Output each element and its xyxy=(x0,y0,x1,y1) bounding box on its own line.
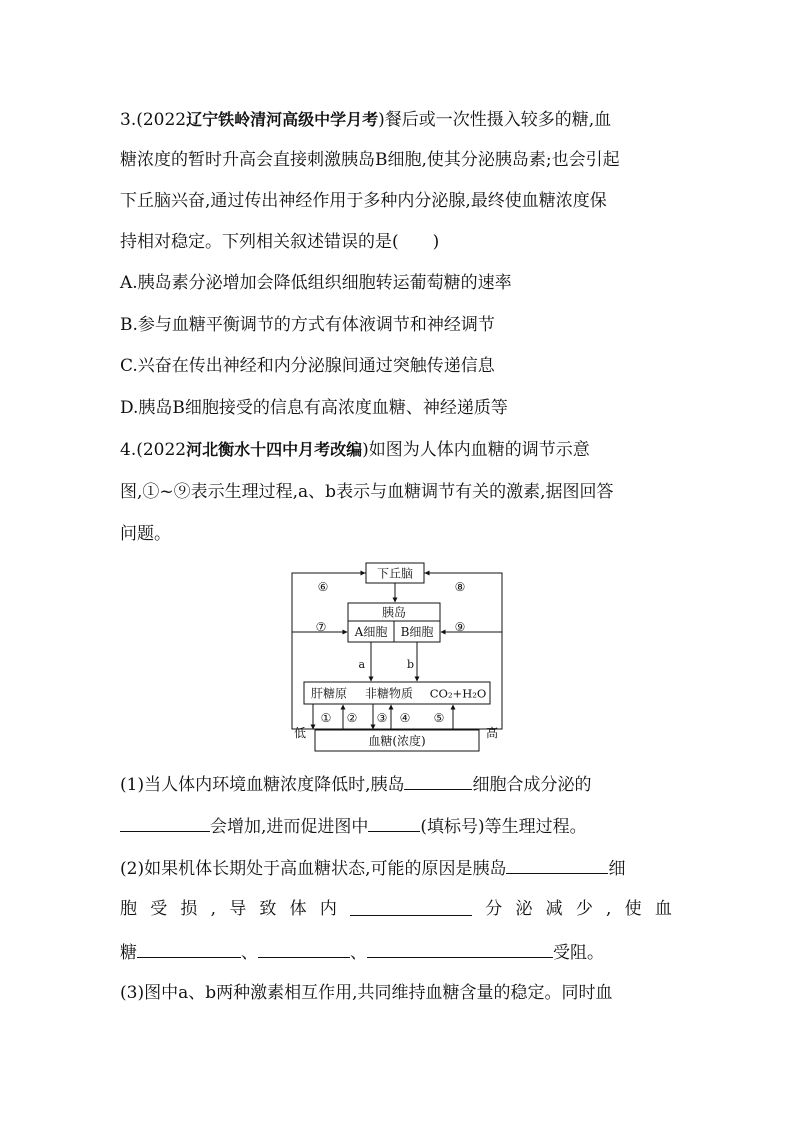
sub1-blank-cell[interactable] xyxy=(404,773,472,790)
char: 减 xyxy=(545,899,563,919)
hormone-a-label: a xyxy=(358,658,365,671)
separator: 、 xyxy=(350,943,367,963)
q3-source: 辽宁铁岭清河高级中学月考 xyxy=(186,110,379,129)
sub1-text-c: 会增加,进而促进图中 xyxy=(210,817,369,837)
process-6-label: ⑥ xyxy=(317,580,329,594)
hypothalamus-label: 下丘脑 xyxy=(376,566,414,581)
char: 体 xyxy=(289,899,307,919)
char: 泌 xyxy=(515,899,533,919)
char: 内 xyxy=(319,899,337,919)
q4-text-1: )如图为人体内血糖的调节示意 xyxy=(362,440,590,460)
q3-line-3: 下丘脑兴奋,通过传出神经作用于多种内分泌腺,最终使血糖浓度保 xyxy=(120,191,607,211)
hormone-b-label: b xyxy=(406,658,414,671)
q3-line-4 xyxy=(120,232,439,252)
sub2-blank-1[interactable] xyxy=(137,941,241,958)
sub1-text-a: (1)当人体内环境血糖浓度降低时,胰岛 xyxy=(120,775,405,795)
char: 损 xyxy=(180,899,198,919)
glycogen-label: 肝糖原 xyxy=(310,686,348,701)
islet-label: 胰岛 xyxy=(381,605,407,620)
non-sugar-label: 非糖物质 xyxy=(364,686,414,701)
sub1-blank-process[interactable] xyxy=(368,815,420,832)
char: 受 xyxy=(150,899,168,919)
process-9-label: ⑨ xyxy=(454,620,466,634)
process-7-label: ⑦ xyxy=(315,620,327,634)
q4-line-3: 问题。 xyxy=(120,524,171,544)
option-d: D.胰岛B细胞接受的信息有高浓度血糖、神经递质等 xyxy=(120,398,508,418)
sub1-text-d: (填标号)等生理过程。 xyxy=(420,817,587,837)
sub1-line-2 xyxy=(120,815,587,837)
sub2-blank-hormone[interactable] xyxy=(350,899,472,916)
q3-line-2: 糖浓度的暂时升高会直接刺激胰岛B细胞,使其分泌胰岛素;也会引起 xyxy=(120,150,620,170)
process-4-label: ④ xyxy=(399,711,411,725)
process-2-label: ② xyxy=(346,711,358,725)
q4-source: 河北衡水十四中月考改编 xyxy=(186,440,363,459)
products-label: CO₂+H₂O xyxy=(429,686,487,701)
q4-number: 4.(2022 xyxy=(120,440,187,460)
option-c: C.兴奋在传出神经和内分泌腺间通过突触传递信息 xyxy=(120,356,495,376)
option-b: B.参与血糖平衡调节的方式有体液调节和神经调节 xyxy=(120,315,495,335)
q3-text-1: )餐后或一次性摄入较多的糖,血 xyxy=(378,110,612,130)
sub2-text-f: 受阻。 xyxy=(553,943,604,963)
sub1-line-1 xyxy=(120,773,591,795)
b-cell-label: B细胞 xyxy=(400,625,434,639)
a-cell-label: A细胞 xyxy=(354,625,388,639)
q3-line-1 xyxy=(120,110,611,130)
sub2-line-3 xyxy=(120,941,604,963)
blood-sugar-label: 血糖(浓度) xyxy=(368,734,426,748)
char: , xyxy=(606,899,612,919)
char: 分 xyxy=(485,899,503,919)
sub2-text-b: 细 xyxy=(608,859,626,879)
process-8-label: ⑧ xyxy=(454,580,466,594)
q3-number: 3.(2022 xyxy=(120,110,187,130)
sub2-blank-2[interactable] xyxy=(258,941,350,958)
blood-sugar-regulation-diagram xyxy=(289,560,505,755)
char: , xyxy=(210,899,217,919)
sub1-text-b: 细胞合成分泌的 xyxy=(472,775,592,795)
low-label: 低 xyxy=(294,726,307,740)
sub2-blank-cell[interactable] xyxy=(506,857,608,874)
q3-stem-end: 持相对稳定。下列相关叙述错误的是( xyxy=(120,232,399,252)
char: 血 xyxy=(654,899,672,919)
sub3-line-1: (3)图中a、b两种激素相互作用,共同维持血糖含量的稳定。同时血 xyxy=(120,983,613,1003)
char: 导 xyxy=(229,899,247,919)
sub2-line-2 xyxy=(120,899,672,919)
sub2-text-a: (2)如果机体长期处于高血糖状态,可能的原因是胰岛 xyxy=(120,859,507,879)
option-a: A.胰岛素分泌增加会降低组织细胞转运葡萄糖的速率 xyxy=(120,273,512,293)
sub1-blank-hormone[interactable] xyxy=(120,815,210,832)
q4-line-1 xyxy=(120,440,590,460)
sub2-blank-3[interactable] xyxy=(367,941,553,958)
q3-paren-close: ) xyxy=(432,232,440,252)
sub2-line-1 xyxy=(120,857,625,879)
process-5-label: ⑤ xyxy=(433,711,445,725)
char: 致 xyxy=(259,899,277,919)
separator: 、 xyxy=(241,943,258,963)
q4-line-2: 图,①~⑨表示生理过程,a、b表示与血糖调节有关的激素,据图回答 xyxy=(120,482,614,502)
diagram-outer-frame xyxy=(292,573,502,729)
process-3-label: ③ xyxy=(376,711,388,725)
high-label: 高 xyxy=(486,726,499,740)
sub2-text-e: 糖 xyxy=(120,943,137,963)
char: 使 xyxy=(624,899,642,919)
char: 胞 xyxy=(120,899,137,919)
process-1-label: ① xyxy=(320,711,332,725)
char: 少 xyxy=(575,899,593,919)
